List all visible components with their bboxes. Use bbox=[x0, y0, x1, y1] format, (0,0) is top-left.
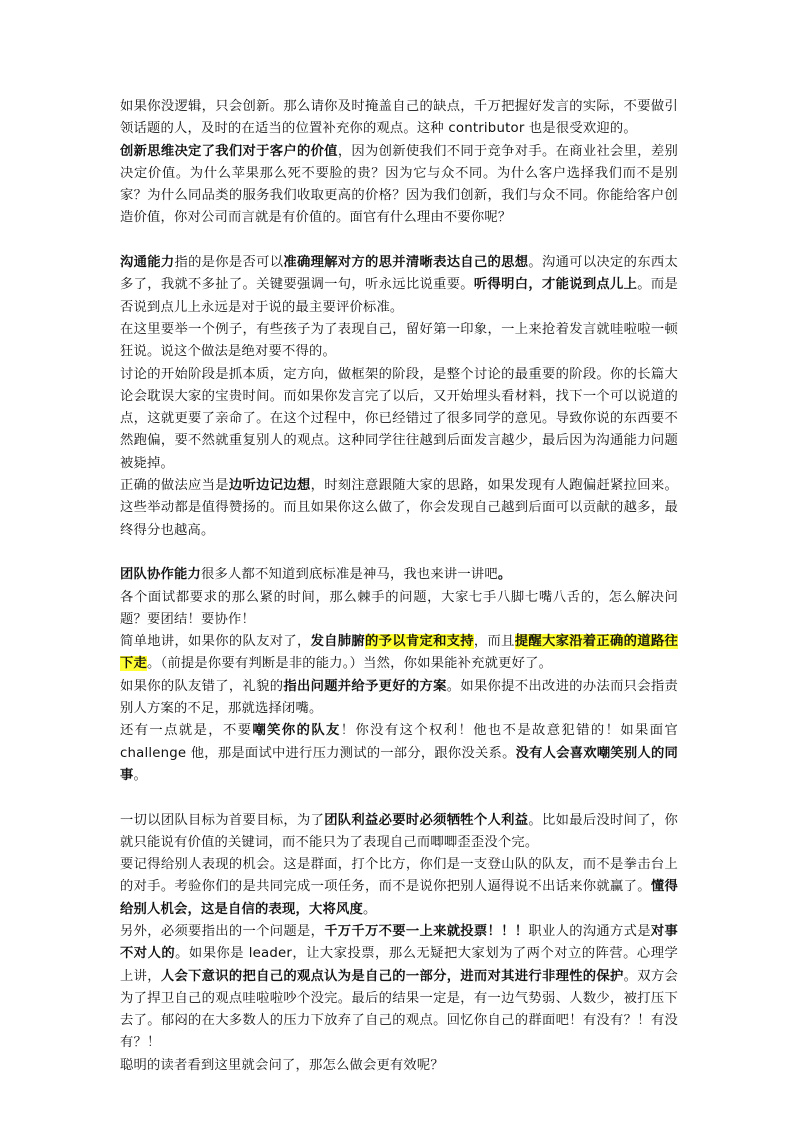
bold-text: 团队利益必要时必须牺牲个人利益 bbox=[324, 812, 529, 828]
paragraph bbox=[120, 252, 678, 319]
paragraph-spacer bbox=[120, 230, 678, 252]
bold-text: 团队协作能力 bbox=[120, 567, 201, 583]
text-run: 各个面试都要求的那么紧的时间，那么棘手的问题，大家七手八脚七嘴八舌的，怎么解决问题？要团结！要协作！ bbox=[120, 589, 678, 627]
text-run: 。（前提是你要有判断是非的能力。）当然，你如果能补充就更好了。 bbox=[147, 656, 553, 672]
bold-text: 创新思维决定了我们对于客户的价值 bbox=[120, 143, 338, 159]
paragraph bbox=[120, 96, 678, 141]
text-run: leader bbox=[248, 946, 293, 962]
bold-text: 沟通能力 bbox=[120, 255, 175, 271]
paragraph bbox=[120, 720, 678, 787]
text-run: 很多人都不知道到底标准是神马，我也来讲一讲吧 bbox=[200, 567, 498, 583]
text-run: 。 bbox=[133, 767, 147, 783]
highlighted-text: 的予以肯定和支持 bbox=[365, 634, 474, 650]
highlighted-text: 提醒大家沿着正确的道路往下走 bbox=[120, 634, 678, 672]
text-run: 另外，必须要指出的一个问题是， bbox=[120, 923, 325, 939]
text-run: 要记得给别人表现的机会。这是群面，打个比方，你们是一支登山队的队友，而不是拳击台上的对手。考验你们的是共同完成一项任务，而不是说你把别人逼得说不出话来你就赢了。 bbox=[120, 857, 678, 895]
text-run: 。如果你提不出改进的办法而只会指责别人方案的不足，那就选择闭嘴。 bbox=[120, 678, 679, 717]
paragraph-spacer bbox=[120, 787, 678, 809]
paragraph bbox=[120, 631, 678, 676]
paragraph bbox=[120, 587, 678, 632]
text-run: ，因为创新使我们不同于竞争对手。在商业社会里，差别决定价值。为什么苹果那么死不要脸的贵？因为它与众不同。为什么客户选择我们而不是别家？为什么同品类的服务我们收取更高的价格？因为我们创新，我们与众不同。你能给客户创造价值，你对公司而言就是有价值的。面官有什么理由不要你呢？ bbox=[120, 143, 679, 226]
text-run: ！你没有这个权利！他也不是故意犯错的！如果面官 bbox=[340, 723, 678, 739]
paragraph bbox=[120, 141, 678, 230]
text-run: ，而且 bbox=[473, 634, 515, 650]
bold-text: 千万千万不要一上来就投票！！！ bbox=[324, 923, 529, 939]
paragraph bbox=[120, 676, 678, 721]
text-run: 还有一点就是，不要 bbox=[120, 723, 253, 739]
bold-text: 听得明白，才能说到点儿上 bbox=[473, 277, 638, 293]
paragraph-spacer bbox=[120, 542, 678, 564]
paragraph bbox=[120, 1055, 678, 1077]
bold-text: 发自肺腑 bbox=[310, 634, 366, 650]
text-run: 一切以团队目标为首要目标，为了 bbox=[120, 812, 325, 828]
text-run: 也是很受欢迎的。 bbox=[524, 121, 637, 137]
paragraph bbox=[120, 364, 678, 475]
bold-text: 。 bbox=[497, 567, 512, 583]
text-run: 。 bbox=[362, 901, 377, 917]
text-run: 简单地讲，如果你的队友对了， bbox=[120, 634, 311, 650]
text-run: contributor bbox=[448, 121, 525, 137]
text-run: 正确的做法应当是 bbox=[120, 478, 229, 494]
text-run: 职业人的沟通方式是 bbox=[528, 923, 651, 939]
text-run: ，时刻注意跟随大家的思路，如果发现有人跑偏赶紧拉回来。这些举动都是值得赞扬的。而且如果你这么做了，你会发现自己越到后面可以贡献的越多，最终得分也越高。 bbox=[120, 478, 679, 538]
bold-text: 人会下意识的把自己的观点认为是自己的一部分，进而对其进行非理性的保护 bbox=[160, 968, 624, 984]
bold-text: 懂得给别人机会，这是自信的表现，大将风度 bbox=[120, 879, 678, 917]
text-run: challenge bbox=[120, 745, 187, 761]
text-run: 如果你的队友错了，礼貌的 bbox=[120, 678, 284, 694]
paragraph bbox=[120, 810, 678, 855]
paragraph bbox=[120, 854, 678, 921]
paragraph bbox=[120, 921, 678, 1055]
text-run: 讨论的开始阶段是抓本质，定方向，做框架的阶段，是整个讨论的最重要的阶段。你的长篇大论会耽误大家的宝贵时间。而如果你发言完了以后，又开始埋头看材料，找下一个可以说道的点，这就更要了亲命了。在这个过程中，你已经错过了很多同学的意见。导致你说的东西要不然跑偏，要不然就重复别人的观点。这种同学往往越到后面发言越少，最后因为沟通能力问题被毙掉。 bbox=[120, 366, 678, 471]
text-run: ，让大家投票，那么无疑把大家划为了两个对立的阵营。心理学上讲， bbox=[120, 946, 678, 984]
text-run: 如果你没逻辑，只会创新。那么请你及时掩盖自己的缺点，千万把握好发言的实际，不要做引领话题的人，及时的在适当的位置补充你的观点。这种 bbox=[120, 99, 678, 137]
text-run: 。而是否说到点儿上永远是对于说的最主要评价标准。 bbox=[120, 277, 679, 315]
paragraph bbox=[120, 475, 678, 542]
text-run: 在这里要举一个例子，有些孩子为了表现自己，留好第一印象，一上来抢着发言就哇啦啦一顿狂说。说这个做法是绝对要不得的。 bbox=[120, 321, 678, 360]
document-body bbox=[120, 96, 678, 1077]
bold-text: 指出问题并给予更好的方案 bbox=[283, 678, 447, 694]
bold-text: 嘲笑你的队友 bbox=[252, 723, 341, 739]
paragraph bbox=[120, 319, 678, 364]
text-run: 。沟通可以决定的东西太多了，我就不多扯了。关键要强调一句，听永远比说重要。 bbox=[120, 255, 678, 293]
text-run: 指的是你是否可以 bbox=[174, 255, 284, 271]
text-run: 。如果你是 bbox=[175, 946, 249, 962]
bold-text: 对事不对人的 bbox=[120, 923, 678, 962]
text-run: 他，那是面试中进行压力测试的一部分，跟你没关系。 bbox=[186, 745, 516, 761]
bold-text: 准确理解对方的思并清晰表达自己的思想 bbox=[283, 255, 529, 271]
text-run: 聪明的读者看到这里就会问了，那怎么做会更有效呢？ bbox=[120, 1057, 444, 1073]
bold-text: 没有人会喜欢嘲笑别人的同事 bbox=[120, 745, 678, 783]
text-run: 。双方会为了捍卫自己的观点哇啦啦吵个没完。最后的结果一定是，有一边气势弱、人数少，被打压下去了。郁闷的在大多数人的压力下放弃了自己的观点。回忆你自己的群面吧！有没有？！有没有？！ bbox=[120, 968, 678, 1051]
paragraph bbox=[120, 564, 678, 586]
bold-text: 边听边记边想 bbox=[228, 478, 311, 494]
text-run: 。比如最后没时间了，你就只能说有价值的关键词，而不能只为了表现自己而唧唧歪歪没个完。 bbox=[120, 812, 678, 850]
